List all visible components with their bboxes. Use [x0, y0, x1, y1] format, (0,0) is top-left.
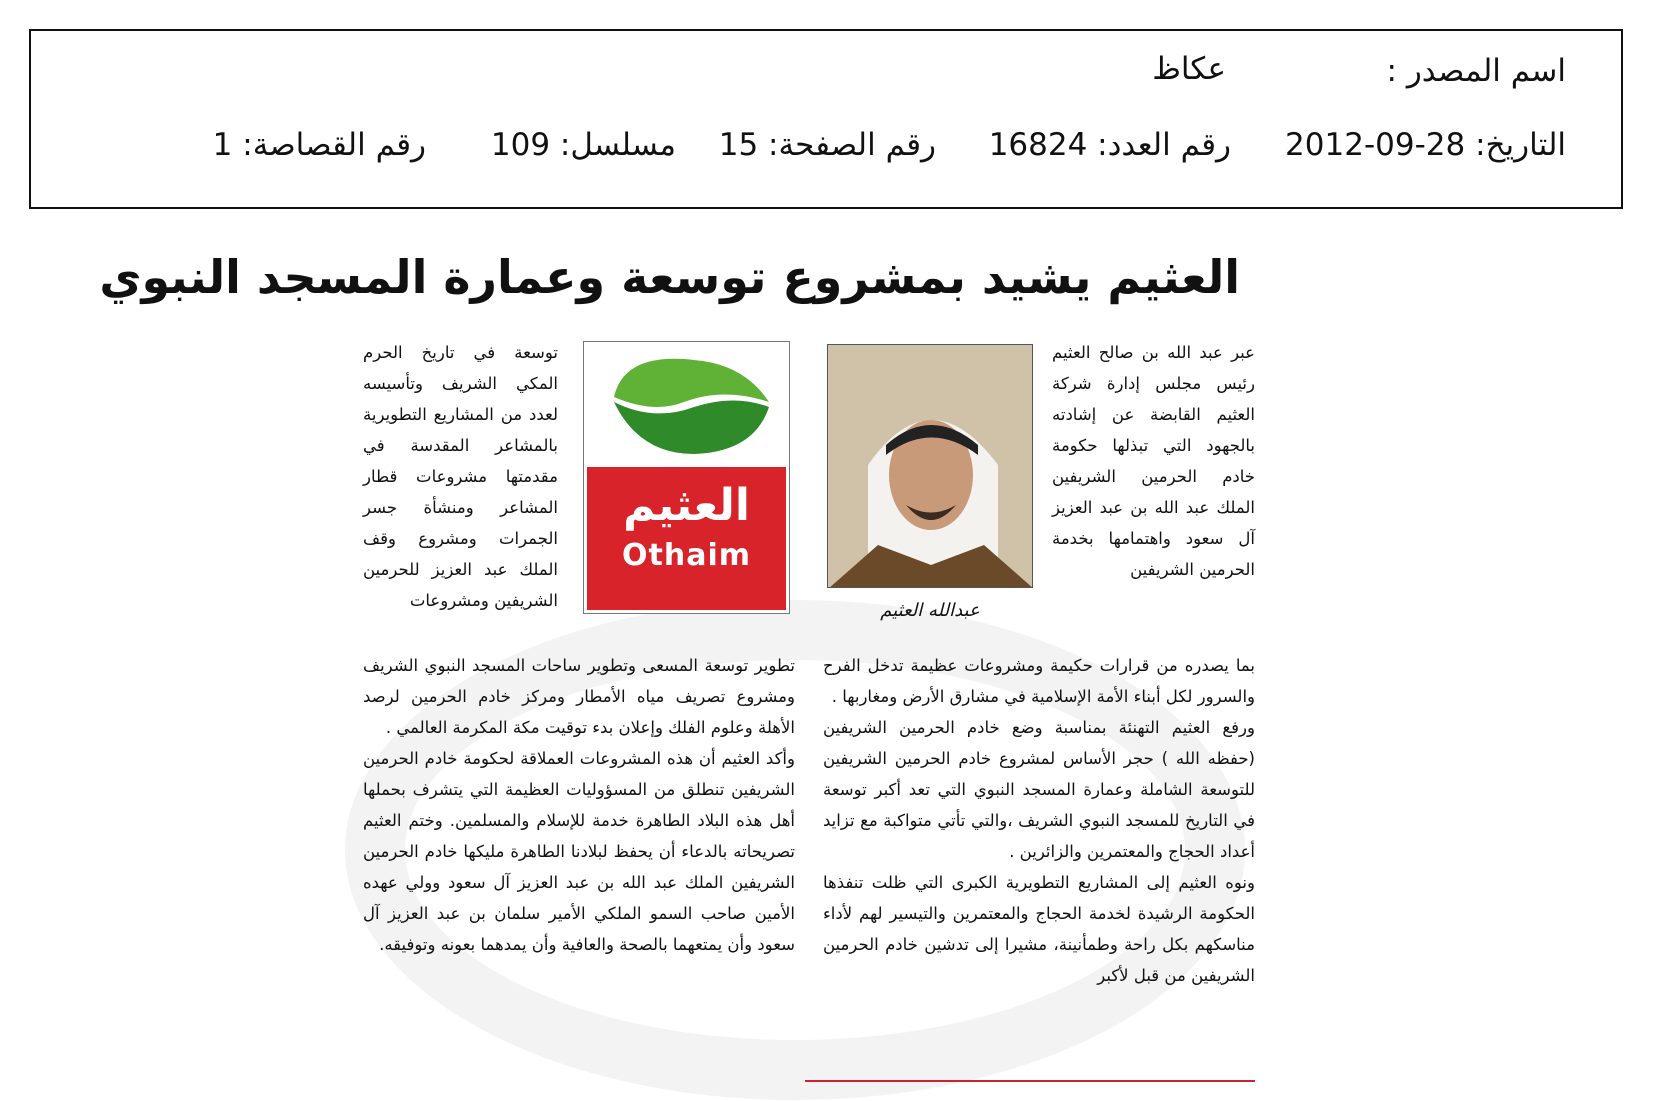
- logo-latin: Othaim: [622, 538, 751, 573]
- leaf-icon: [584, 342, 791, 472]
- clip-field: رقم القصاصة: 1: [212, 127, 426, 163]
- col-left-bottom: [363, 650, 795, 960]
- serial-field: مسلسل: 109: [490, 127, 676, 163]
- page-field: رقم الصفحة: 15: [718, 127, 936, 163]
- othaim-logo: [583, 341, 790, 614]
- issue-field: رقم العدد: 16824: [988, 127, 1231, 163]
- col-right-top: [1052, 337, 1255, 585]
- paragraph: ونوه العثيم إلى المشاريع التطويرية الكبرى التي ظلت تنفذها الحكومة الرشيدة لخدمة الحجاج والمعتمرين والتيسير لهم لأداء مناسكهم بكل راحة وطمأنينة، مشيرا إلى تدشين خادم الحرمين الشريفين من قبل لأكبر: [823, 873, 1255, 985]
- paragraph: عبر عبد الله بن صالح العثيم رئيس مجلس إدارة شركة العثيم القابضة عن إشادته بالجهود التي تبذلها حكومة خادم الحرمين الشريفين الملك عبد الله بن عبد العزيز آل سعود واهتمامها بخدمة الحرمين الشريفين: [1052, 343, 1255, 579]
- paragraph: بما يصدره من قرارات حكيمة ومشروعات عظيمة تدخل الفرح والسرور لكل أبناء الأمة الإسلامية في مشارق الأرض ومغاربها .: [823, 656, 1255, 706]
- col-left-top: [363, 337, 558, 616]
- source-label: اسم المصدر :: [1386, 53, 1566, 89]
- paragraph: وأكد العثيم أن هذه المشروعات العملاقة لحكومة خادم الحرمين الشريفين تنطلق من المسؤوليات العظيمة التي يتشرف بحملها أهل هذه البلاد الطاهرة خدمة للإسلام والمسلمين. وختم العثيم تصريحاته بالدعاء أن يحفظ لبلادنا الطاهرة مليكها خادم الحرمين الشريفين الملك عبد الله بن عبد العزيز آل سعود وولي عهده الأمين صاحب السمو الملكي الأمير سلمان بن عبد العزيز آل سعود وأن يمتعهما بالصحة والعافية وأن يمدهما بعونه وتوفيقه.: [363, 749, 795, 954]
- photo-caption: عبدالله العثيم: [880, 600, 980, 621]
- headline: العثيم يشيد بمشروع توسعة وعمارة المسجد النبوي: [99, 250, 1240, 304]
- col-right-bottom: [823, 650, 1255, 991]
- source-value: عكاظ: [1152, 51, 1226, 87]
- paragraph: ورفع العثيم التهنئة بمناسبة وضع خادم الحرمين الشريفين (حفظه الله ) حجر الأساس لمشروع خادم الحرمين الشريفين للتوسعة الشاملة وعمارة المسجد النبوي التي تعد أكبر توسعة في التاريخ للمسجد النبوي الشريف ،والتي تأتي متواكبة مع تزايد أعداد الحجاج والمعتمرين والزائرين .: [823, 718, 1255, 861]
- portrait-icon: [828, 345, 1033, 588]
- portrait-photo: [827, 344, 1033, 588]
- date-field: التاريخ: 28-09-2012: [1285, 127, 1566, 163]
- divider: [805, 1080, 1255, 1082]
- paragraph: تطوير توسعة المسعى وتطوير ساحات المسجد النبوي الشريف ومشروع تصريف مياه الأمطار ومركز خادم الحرمين لرصد الأهلة وعلوم الفلك وإعلان بدء توقيت مكة المكرمة العالمي .: [363, 656, 795, 737]
- logo-arabic: العثيم: [623, 480, 750, 531]
- paragraph: توسعة في تاريخ الحرم المكي الشريف وتأسيسه لعدد من المشاريع التطويرية بالمشاعر المقدسة في مقدمتها مشروعات قطار المشاعر ومنشأة جسر الجمرات ومشروع وقف الملك عبد العزيز للحرمين الشريفين ومشروعات: [363, 343, 558, 610]
